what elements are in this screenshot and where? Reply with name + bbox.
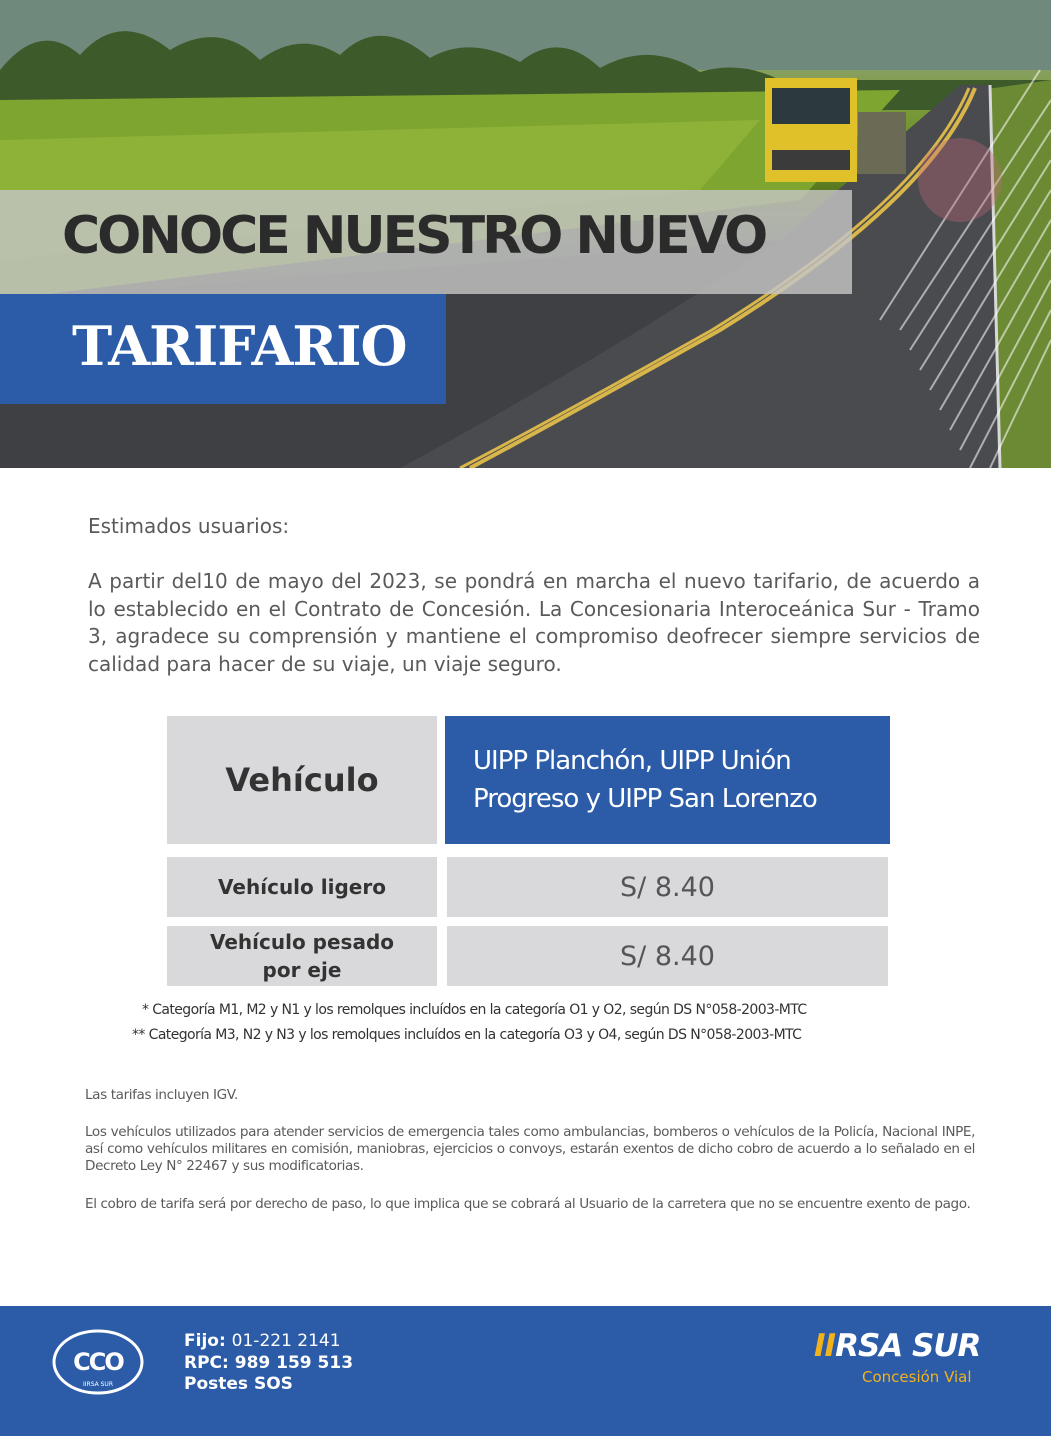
cco-logo — [52, 1328, 144, 1400]
emergency-note: Los vehículos utilizados para atender servicios de emergencia tales como ambulancias, bomberos o vehículos de la Policía, Nacional INPE, así como vehículos militares en comisión, maniobras, ejercicios o convoys, estarán exentos de dicho cobro de acuerdo a lo señalado en el Decreto Ley N° 22467 y sus modificatorias. — [85, 1124, 975, 1174]
header-points-line1: UIPP Planchón, UIPP Unión — [473, 746, 791, 776]
row-value-heavy-vehicle: S/ 8.40 — [447, 926, 888, 986]
hero-subtitle: TARIFARIO — [72, 314, 407, 378]
rpc-value: 989 159 513 — [234, 1353, 354, 1373]
brand-tagline: Concesión Vial — [862, 1368, 972, 1386]
brand-bars: II — [814, 1328, 836, 1364]
row-label-line2: por eje — [262, 958, 342, 982]
contact-postes: Postes SOS — [184, 1374, 293, 1394]
irsa-sur-logo — [814, 1328, 980, 1364]
fijo-label: Fijo: — [184, 1331, 226, 1351]
igv-note: Las tarifas incluyen IGV. — [85, 1087, 238, 1103]
cco-logo-text: CCO — [73, 1348, 123, 1376]
brand-name: RSA SUR — [835, 1328, 981, 1364]
hero-title: CONOCE NUESTRO NUEVO — [62, 206, 766, 266]
cco-logo-sub: IIRSA SUR — [82, 1381, 114, 1388]
header-vehicle: Vehículo — [167, 716, 437, 844]
row-label-light-vehicle — [167, 857, 437, 917]
contact-fijo — [184, 1331, 341, 1351]
charge-note: El cobro de tarifa será por derecho de paso, lo que implica que se cobrará al Usuario de la carretera que no se encuentre exento de pago. — [85, 1196, 971, 1212]
rpc-label: RPC: — [184, 1353, 229, 1373]
row-label: Vehículo pesado — [209, 930, 395, 954]
header-points-line2: Progreso y UIPP San Lorenzo — [473, 784, 817, 814]
row-value-light-vehicle: S/ 8.40 — [447, 857, 888, 917]
hero-banner — [0, 0, 1051, 468]
fijo-value: 01-221 2141 — [231, 1331, 341, 1351]
greeting: Estimados usuarios: — [88, 514, 290, 538]
intro-paragraph: A partir del10 de mayo del 2023, se pondrá en marcha el nuevo tarifario, de acuerdo a lo establecido en el Contrato de Concesión. La Concesionaria Interoceánica Sur - Tramo 3, agradece su comprensión y mantiene el compromiso deofrecer siempre servicios de calidad para hacer de su viaje, un viaje seguro. — [88, 569, 980, 676]
footnote-1: * Categoría M1, M2 y N1 y los remolques incluídos en la categoría O1 y O2, según DS N°058-2003-MTC — [142, 1002, 807, 1018]
footnote-2: ** Categoría M3, N2 y N3 y los remolques incluídos en la categoría O3 y O4, según DS N°058-2003-MTC — [132, 1027, 802, 1043]
row-label-heavy-vehicle — [167, 926, 437, 986]
row-label: Vehículo ligero — [218, 875, 386, 899]
header-toll-points — [445, 716, 890, 844]
contact-rpc — [184, 1353, 353, 1373]
